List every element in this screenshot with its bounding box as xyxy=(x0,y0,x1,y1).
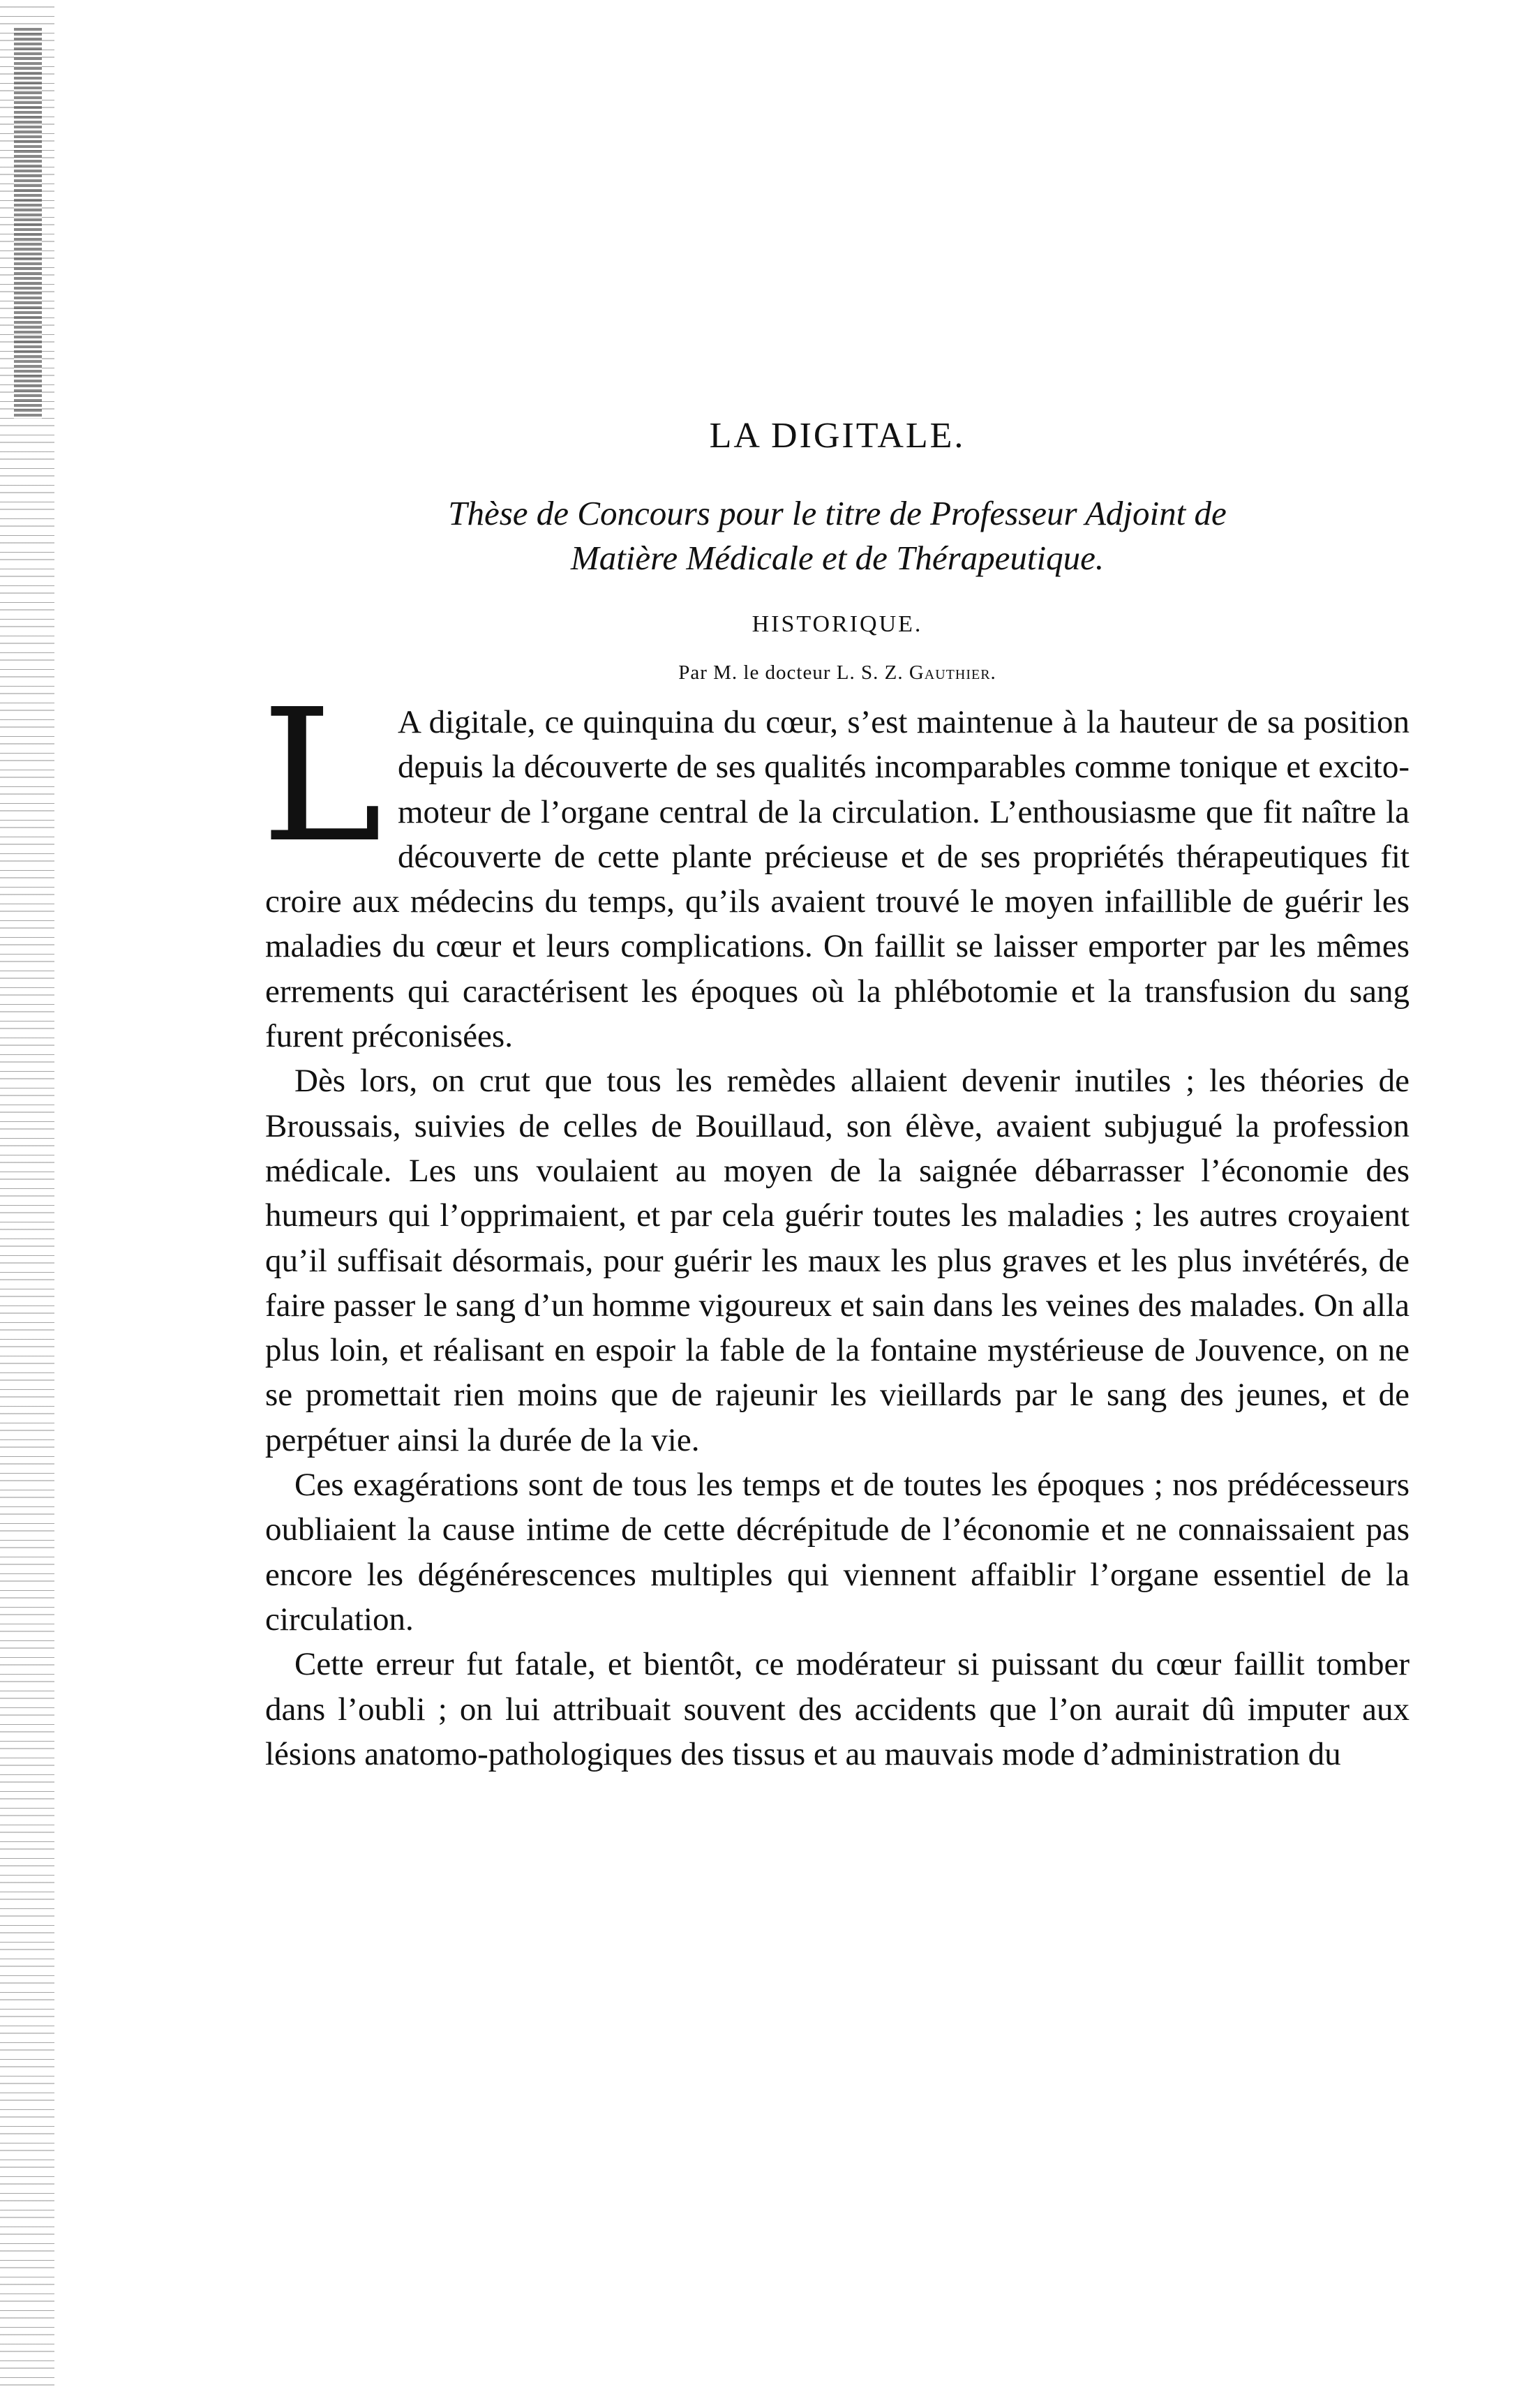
paragraph-2: Dès lors, on crut que tous les remèdes allaient devenir inutiles ; les théories de Broussais, suivies de celles de Bouillaud, son élève, avaient subjugué la profession médicale. Les uns voulaient au moyen de la saignée débarrasser l’économie des humeurs qui l’opprimaient, et par cela guérir toutes les maladies ; les autres croyaient qu’il suffisait désormais, pour guérir les maux les plus graves et les plus invétérés, de faire passer le sang d’un homme vigoureux et sain dans les veines des malades. On alla plus loin, et réalisant en espoir la fable de la fontaine mystérieuse de Jouvence, on ne se promettait rien moins que de rajeunir les vieillards par le sang des jeunes, et de perpétuer ainsi la durée de la vie. xyxy=(265,1063,1410,1458)
section-heading: HISTORIQUE. xyxy=(752,611,923,637)
subtitle-line-1: Thèse de Concours pour le titre de Professeur Adjoint de xyxy=(448,494,1227,532)
author-byline xyxy=(265,661,1410,684)
paragraph-1-text: A digitale, ce quinquina du cœur, s’est maintenue à la hauteur de sa position depuis la découverte de ses qualités incomparables comme tonique et excito-moteur de l’organe central de la circulation. L’enthousiasme que fit naître la découverte de cette plante précieuse et de ses propriétés thérapeutiques fit croire aux médecins du temps, qu’ils avaient trouvé le moyen infaillible de guérir les maladies du cœur et leurs complications. On faillit se laisser emporter par les mêmes errements qui caractérisent les époques où la phlébotomie et la transfusion du sang furent préconisées. xyxy=(265,704,1410,1055)
page-title: LA DIGITALE. xyxy=(709,416,966,456)
drop-cap: L xyxy=(261,670,382,883)
document-page xyxy=(261,415,1410,1776)
paragraph-3: Ces exagérations sont de tous les temps et de toutes les époques ; nos prédécesseurs oubliaient la cause intime de cette décrépitude de l’économie et ne connaissaient pas encore les dégénérescences multiples qui viennent affaiblir l’organe essentiel de la circulation. xyxy=(265,1467,1410,1638)
subtitle-line-2: Matière Médicale et de Thérapeutique. xyxy=(570,539,1105,577)
paragraph-4: Cette erreur fut fatale, et bientôt, ce modérateur si puissant du cœur faillit tomber dans l’oubli ; on lui attribuait souvent des accidents que l’on aurait dû imputer aux lésions anatomo-pathologiques des tissus et au mauvais mode d’administration du xyxy=(265,1646,1410,1772)
page-subtitle xyxy=(265,491,1410,581)
author-name: Gauthier. xyxy=(909,661,996,684)
byline-prefix: Par M. le docteur L. S. Z. xyxy=(678,661,904,684)
scan-binding-shadow xyxy=(14,28,42,419)
